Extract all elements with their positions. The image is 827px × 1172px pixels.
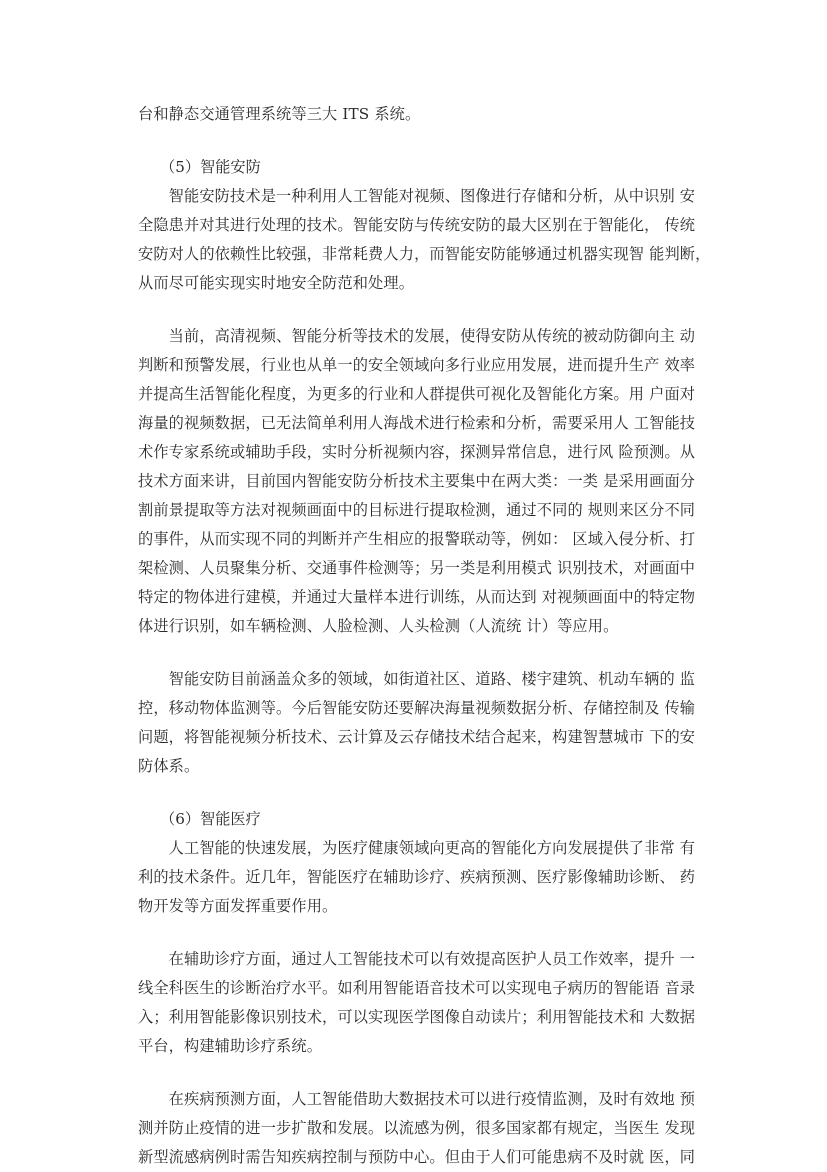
text-line: 当前，高清视频、智能分析等技术的发展，使得安防从传统的被动防御向主 动 <box>138 327 696 345</box>
text-line: 全隐患并对其进行处理的技术。智能安防与传统安防的最大区别在于智能化， 传统 <box>138 216 696 234</box>
section-heading-smart-medical: （6）智能医疗 <box>160 810 261 828</box>
paragraph-its-ending <box>138 100 715 129</box>
text-line: 体进行识别，如车辆检测、人脸检测、人头检测（人流统 计）等应用。 <box>138 617 619 635</box>
text-line: 控，移动物体监测等。今后智能安防还要解决海量视频数据分析、存储控制及 传输 <box>138 699 696 717</box>
text-line: 人工智能的快速发展，为医疗健康领域向更高的智能化方向发展提供了非常 有 <box>138 839 696 857</box>
text-line: 架检测、人员聚集分析、交通事件检测等；另一类是利用模式 识别技术，对画面中 <box>138 559 696 577</box>
text-line: 防体系。 <box>138 757 200 775</box>
text-line: 在疾病预测方面，人工智能借助大数据技术可以进行疫情监测，及时有效地 预 <box>138 1090 696 1108</box>
paragraph-medical-prediction <box>138 1085 715 1172</box>
text-line: 线全科医生的诊断治疗水平。如利用智能语音技术可以实现电子病历的智能语 音录 <box>138 979 696 997</box>
text-line: 从而尽可能实现实时地安全防范和处理。 <box>138 274 415 292</box>
text-line: 并提高生活智能化程度，为更多的行业和人群提供可视化及智能化方案。用 户面对 <box>138 385 696 403</box>
text-line: 入；利用智能影像识别技术，可以实现医学图像自动读片；利用智能技术和 大数据 <box>138 1008 696 1026</box>
text-line: 台和静态交通管理系统等三大 ITS 系统。 <box>138 105 421 123</box>
text-line: 测并防止疫情的进一步扩散和发展。以流感为例，很多国家都有规定，当医生 发现 <box>138 1119 696 1137</box>
section-heading-smart-security: （5）智能安防 <box>160 158 261 176</box>
paragraph-security-current <box>138 322 715 641</box>
text-line: 平台，构建辅助诊疗系统。 <box>138 1037 323 1055</box>
text-line: 智能安防目前涵盖众多的领域，如街道社区、道路、楼宇建筑、机动车辆的 监 <box>138 670 696 688</box>
text-line: 智能安防技术是一种利用人工智能对视频、图像进行存储和分析，从中识别 安 <box>138 187 696 205</box>
text-line: 海量的视频数据，已无法简单利用人海战术进行检索和分析，需要采用人 工智能技 <box>138 414 696 432</box>
text-line: 判断和预警发展，行业也从单一的安全领域向多行业应用发展，进而提升生产 效率 <box>138 356 696 374</box>
text-line: 割前景提取等方法对视频画面中的目标进行提取检测，通过不同的 规则来区分不同 <box>138 501 696 519</box>
paragraph-medical-diagnosis <box>138 945 715 1061</box>
paragraph-security-future <box>138 665 715 781</box>
paragraph-security-definition <box>138 182 715 298</box>
paragraph-medical-intro <box>138 834 715 921</box>
text-line: 特定的物体进行建模，并通过大量样本进行训练，从而达到 对视频画面中的特定物 <box>138 588 696 606</box>
text-line: 在辅助诊疗方面，通过人工智能技术可以有效提高医护人员工作效率，提升 一 <box>138 950 696 968</box>
text-line: 利的技术条件。近几年，智能医疗在辅助诊疗、疾病预测、医疗影像辅助诊断、 药 <box>138 868 696 886</box>
text-line: 技术方面来讲，目前国内智能安防分析技术主要集中在两大类：一类 是采用画面分 <box>138 472 696 490</box>
text-line: 新型流感病例时需告知疾病控制与预防中心。但由于人们可能患病不及时就 医，同 <box>138 1148 696 1166</box>
text-line: 物开发等方面发挥重要作用。 <box>138 897 338 915</box>
text-line: 术作专家系统或辅助手段，实时分析视频内容，探测异常信息，进行风 险预测。从 <box>138 443 696 461</box>
text-line: 问题，将智能视频分析技术、云计算及云存储技术结合起来，构建智慧城市 下的安 <box>138 728 696 746</box>
text-line: 的事件，从而实现不同的判断并产生相应的报警联动等，例如： 区域入侵分析、打 <box>138 530 696 548</box>
text-line: 安防对人的依赖性比较强，非常耗费人力，而智能安防能够通过机器实现智 能判断， <box>138 245 711 263</box>
